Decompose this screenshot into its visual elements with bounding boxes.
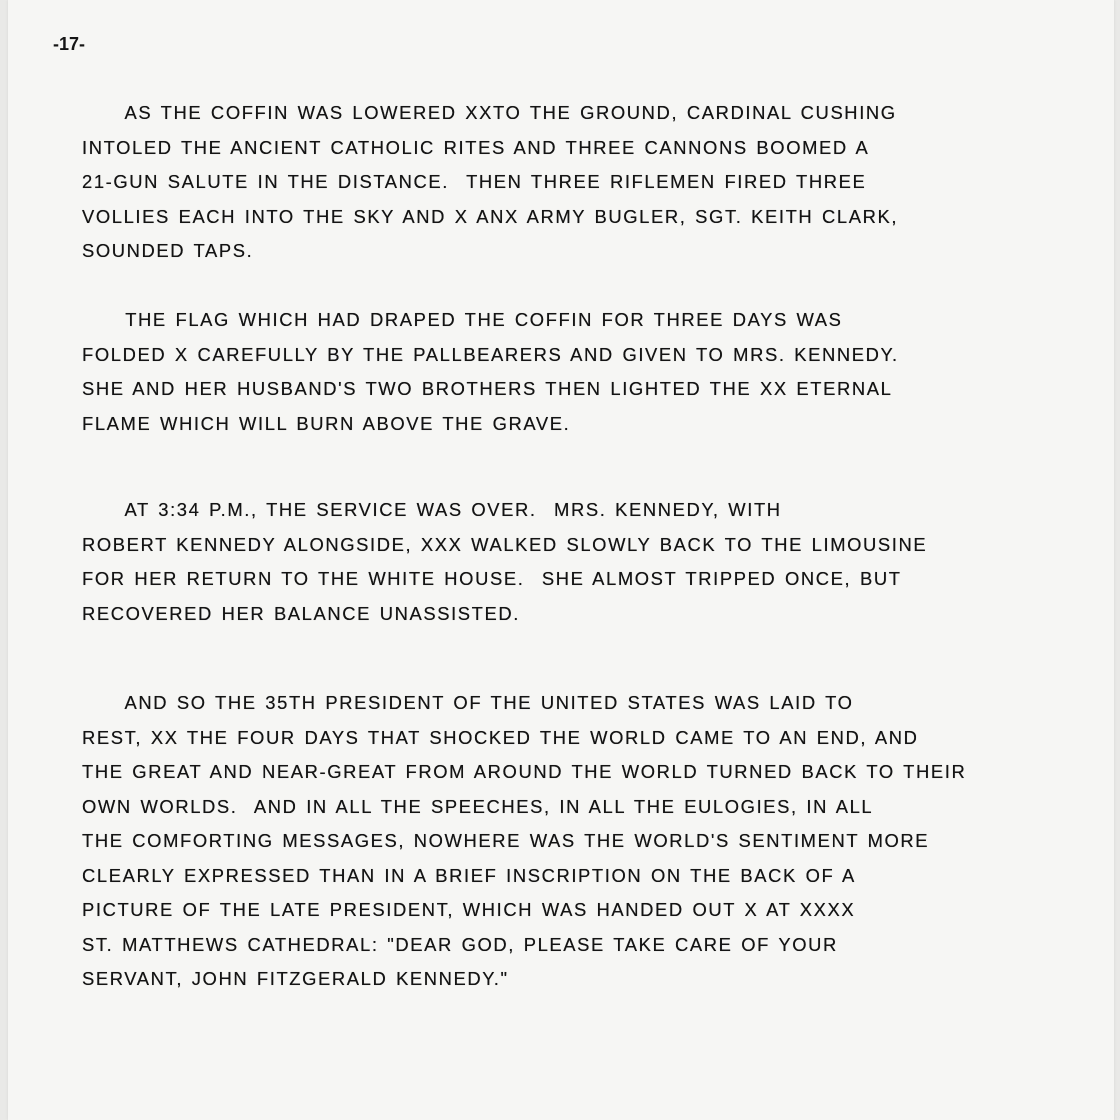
text-line: THE FLAG WHICH HAD DRAPED THE COFFIN FOR THREE DAYS WAS: [82, 309, 843, 330]
text-line: THE GREAT AND NEAR-GREAT FROM AROUND THE WORLD TURNED BACK TO THEIR: [82, 761, 967, 782]
paragraph: [82, 686, 966, 997]
text-line: ROBERT KENNEDY ALONGSIDE, XXX WALKED SLOWLY BACK TO THE LIMOUSINE: [82, 533, 928, 555]
paragraph: [82, 303, 899, 441]
text-line: AND SO THE 35TH PRESIDENT OF THE UNITED STATES WAS LAID TO: [82, 692, 854, 713]
text-line: SOUNDED TAPS.: [82, 240, 254, 261]
page-number: -17-: [53, 34, 86, 54]
text-line: AT 3:34 P.M., THE SERVICE WAS OVER. MRS. KENNEDY, WITH: [82, 499, 782, 520]
text-line: VOLLIES EACH INTO THE SKY AND X ANX ARMY BUGLER, SGT. KEITH CLARK,: [82, 205, 899, 227]
text-line: REST, XX THE FOUR DAYS THAT SHOCKED THE WORLD CAME TO AN END, AND: [82, 726, 919, 748]
text-line: SHE AND HER HUSBAND'S TWO BROTHERS THEN LIGHTED THE XX ETERNAL: [82, 378, 893, 399]
text-line: OWN WORLDS. AND IN ALL THE SPEECHES, IN ALL THE EULOGIES, IN ALL: [82, 795, 874, 817]
text-line: SERVANT, JOHN FITZGERALD KENNEDY.": [82, 968, 509, 989]
text-line: RECOVERED HER BALANCE UNASSISTED.: [82, 602, 520, 624]
typewritten-page: [8, 0, 1114, 1120]
paragraph: [82, 96, 898, 269]
paragraph: [82, 493, 927, 631]
text-line: FOLDED X CAREFULLY BY THE PALLBEARERS AND GIVEN TO MRS. KENNEDY.: [82, 343, 899, 365]
text-line: THE COMFORTING MESSAGES, NOWHERE WAS THE WORLD'S SENTIMENT MORE: [82, 830, 930, 851]
text-line: 21-GUN SALUTE IN THE DISTANCE. THEN THREE RIFLEMEN FIRED THREE: [82, 171, 867, 192]
text-line: INTOLED THE ANCIENT CATHOLIC RITES AND THREE CANNONS BOOMED A: [82, 136, 870, 158]
text-line: CLEARLY EXPRESSED THAN IN A BRIEF INSCRIPTION ON THE BACK OF A: [82, 864, 856, 886]
text-line: ST. MATTHEWS CATHEDRAL: "DEAR GOD, PLEASE TAKE CARE OF YOUR: [82, 933, 838, 955]
text-line: AS THE COFFIN WAS LOWERED XXTO THE GROUND, CARDINAL CUSHING: [82, 102, 897, 123]
text-line: FLAME WHICH WILL BURN ABOVE THE GRAVE.: [82, 412, 571, 434]
text-line: FOR HER RETURN TO THE WHITE HOUSE. SHE ALMOST TRIPPED ONCE, BUT: [82, 568, 902, 589]
text-line: PICTURE OF THE LATE PRESIDENT, WHICH WAS HANDED OUT X AT XXXX: [82, 899, 856, 920]
